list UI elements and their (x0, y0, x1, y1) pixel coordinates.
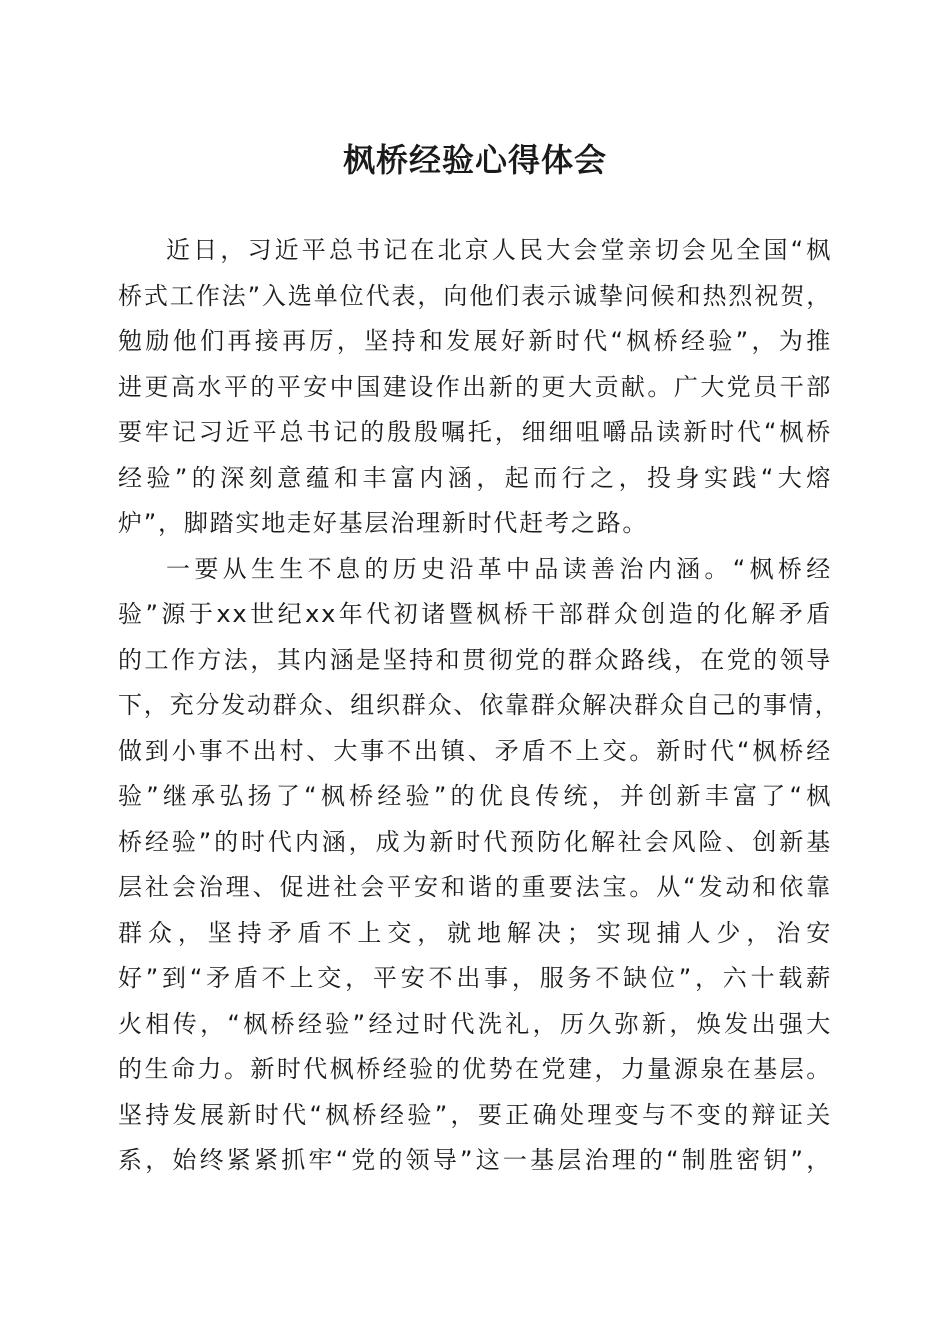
text-line: 的工作方法，其内涵是坚持和贯彻党的群众路线，在党的领导 (118, 645, 832, 674)
text-line: 勉励他们再接再厉，坚持和发展好新时代“枫桥经验”，为推 (118, 327, 832, 355)
document-title: 枫桥经验心得体会 (342, 141, 607, 179)
text-line: 的生命力。新时代枫桥经验的优势在党建，力量源泉在基层。 (118, 1055, 832, 1083)
text-line: 一要从生生不息的历史沿革中品读善治内涵。“枫桥经 (166, 554, 832, 583)
text-line: 桥式工作法”入选单位代表，向他们表示诚挚问候和热烈祝贺， (118, 281, 832, 310)
text-line: 经验”的深刻意蕴和丰富内涵，起而行之，投身实践“大熔 (118, 463, 832, 492)
text-line: 层社会治理、促进社会平安和谐的重要法宝。从“发动和依靠 (118, 873, 832, 901)
text-line: 验”源于xx世纪xx年代初诸暨枫桥干部群众创造的化解矛盾 (118, 600, 832, 628)
document-body (118, 228, 841, 1184)
paragraph-1 (118, 228, 832, 547)
paragraph-2 (118, 547, 841, 1184)
text-line: 进更高水平的平安中国建设作出新的更大贡献。广大党员干部 (118, 372, 832, 401)
text-line: 要牢记习近平总书记的殷殷嘱托，细细咀嚼品读新时代“枫桥 (118, 418, 832, 446)
text-line: 桥经验”的时代内涵，成为新时代预防化解社会风险、创新基 (118, 827, 832, 856)
text-line: 坚持发展新时代“枫桥经验”，要正确处理变与不变的辩证关 (118, 1100, 832, 1129)
text-line: 验”继承弘扬了“枫桥经验”的优良传统，并创新丰富了“枫 (118, 782, 832, 810)
text-line: 群众，坚持矛盾不上交，就地解决；实现捕人少，治安 (118, 918, 832, 947)
text-line: 好”到“矛盾不上交，平安不出事，服务不缺位”，六十载薪 (118, 964, 832, 992)
text-line: 下，充分发动群众、组织群众、依靠群众解决群众自己的事情， (118, 691, 841, 719)
text-line: 做到小事不出村、大事不出镇、矛盾不上交。新时代“枫桥经 (118, 736, 833, 765)
text-line: 火相传，“枫桥经验”经过时代洗礼，历久弥新，焕发出强大 (118, 1009, 832, 1038)
text-line: 近日，习近平总书记在北京人民大会堂亲切会见全国“枫 (166, 236, 832, 264)
text-line: 炉”，脚踏实地走好基层治理新时代赶考之路。 (118, 509, 649, 537)
text-line: 系，始终紧紧抓牢“党的领导”这一基层治理的“制胜密钥”， (118, 1146, 832, 1174)
